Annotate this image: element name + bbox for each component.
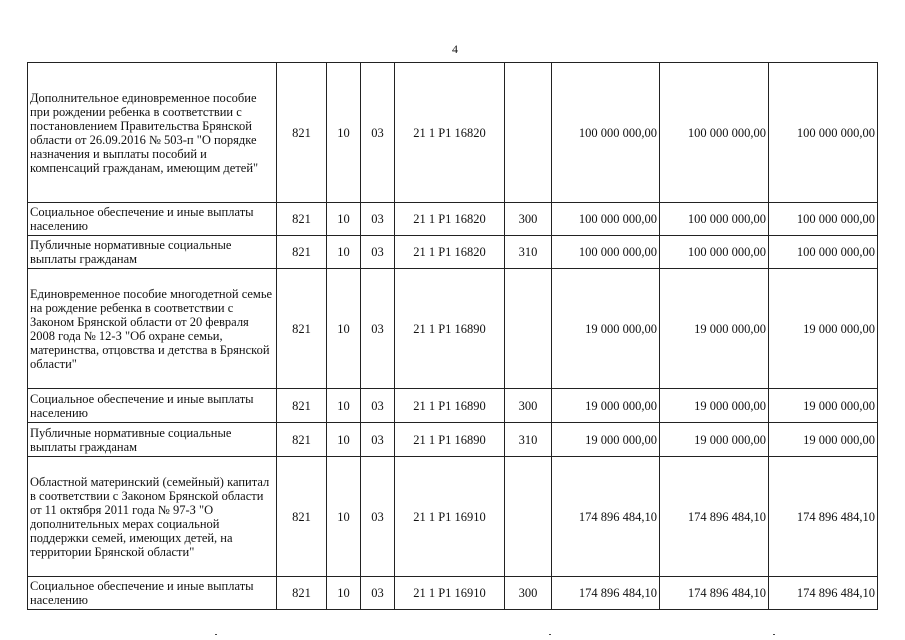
amount-year-1: 174 896 484,10 [552,457,660,577]
amount-year-1: 19 000 000,00 [552,423,660,457]
expense-type-code: 310 [505,236,552,269]
subsection-code: 03 [361,577,395,610]
amount-year-2: 100 000 000,00 [660,63,769,203]
table-row [28,203,878,236]
grbs-code: 821 [277,577,327,610]
target-article-code: 21 1 Р1 16820 [395,236,505,269]
section-code: 10 [327,457,361,577]
scan-speck [215,634,217,635]
page-number: 4 [452,42,458,56]
amount-year-2: 19 000 000,00 [660,269,769,389]
section-code: 10 [327,269,361,389]
target-article-code: 21 1 Р1 16820 [395,63,505,203]
grbs-code: 821 [277,423,327,457]
amount-year-3: 174 896 484,10 [769,577,878,610]
table-row [28,577,878,610]
section-code: 10 [327,236,361,269]
amount-year-3: 100 000 000,00 [769,236,878,269]
scan-speck [549,634,551,635]
expense-type-code: 300 [505,389,552,423]
amount-year-3: 100 000 000,00 [769,63,878,203]
row-description: Социальное обеспечение и иные выплаты населению [28,389,277,423]
amount-year-1: 100 000 000,00 [552,236,660,269]
amount-year-1: 100 000 000,00 [552,63,660,203]
expense-type-code [505,63,552,203]
amount-year-1: 100 000 000,00 [552,203,660,236]
subsection-code: 03 [361,63,395,203]
section-code: 10 [327,63,361,203]
target-article-code: 21 1 Р1 16890 [395,269,505,389]
row-description: Публичные нормативные социальные выплаты гражданам [28,236,277,269]
row-description: Социальное обеспечение и иные выплаты населению [28,577,277,610]
scan-speck [773,634,775,635]
row-description: Социальное обеспечение и иные выплаты населению [28,203,277,236]
subsection-code: 03 [361,203,395,236]
row-description: Областной материнский (семейный) капитал в соответствии с Законом Брянской области от 11 октября 2011 года № 97-З "О дополнительных мерах социальной поддержки семей, имеющих детей, на территории Брянской области" [28,457,277,577]
table-row [28,423,878,457]
table-row [28,457,878,577]
section-code: 10 [327,203,361,236]
amount-year-1: 19 000 000,00 [552,389,660,423]
amount-year-3: 100 000 000,00 [769,203,878,236]
subsection-code: 03 [361,389,395,423]
amount-year-3: 19 000 000,00 [769,423,878,457]
budget-table [27,62,878,610]
expense-type-code [505,269,552,389]
target-article-code: 21 1 Р1 16910 [395,577,505,610]
amount-year-3: 19 000 000,00 [769,389,878,423]
target-article-code: 21 1 Р1 16910 [395,457,505,577]
subsection-code: 03 [361,236,395,269]
table-row [28,236,878,269]
amount-year-2: 100 000 000,00 [660,203,769,236]
amount-year-3: 174 896 484,10 [769,457,878,577]
subsection-code: 03 [361,423,395,457]
grbs-code: 821 [277,389,327,423]
target-article-code: 21 1 Р1 16890 [395,423,505,457]
amount-year-1: 19 000 000,00 [552,269,660,389]
target-article-code: 21 1 Р1 16820 [395,203,505,236]
target-article-code: 21 1 Р1 16890 [395,389,505,423]
grbs-code: 821 [277,457,327,577]
budget-table-body [28,63,878,610]
amount-year-2: 174 896 484,10 [660,577,769,610]
table-row [28,389,878,423]
amount-year-2: 174 896 484,10 [660,457,769,577]
section-code: 10 [327,389,361,423]
table-row [28,63,878,203]
amount-year-2: 19 000 000,00 [660,389,769,423]
amount-year-3: 19 000 000,00 [769,269,878,389]
grbs-code: 821 [277,203,327,236]
expense-type-code: 300 [505,577,552,610]
expense-type-code [505,457,552,577]
grbs-code: 821 [277,236,327,269]
expense-type-code: 310 [505,423,552,457]
amount-year-1: 174 896 484,10 [552,577,660,610]
section-code: 10 [327,423,361,457]
row-description: Единовременное пособие многодетной семье на рождение ребенка в соответствии с Законом Брянской области от 20 февраля 2008 года № 12-З "Об охране семьи, материнства, отцовства и детства в Брянской области" [28,269,277,389]
table-row [28,269,878,389]
section-code: 10 [327,577,361,610]
grbs-code: 821 [277,269,327,389]
subsection-code: 03 [361,457,395,577]
subsection-code: 03 [361,269,395,389]
expense-type-code: 300 [505,203,552,236]
amount-year-2: 100 000 000,00 [660,236,769,269]
row-description: Публичные нормативные социальные выплаты гражданам [28,423,277,457]
grbs-code: 821 [277,63,327,203]
row-description: Дополнительное единовременное пособие при рождении ребенка в соответствии с постановлением Правительства Брянской области от 26.09.2016 № 503-п "О порядке назначения и выплаты пособий и компенсаций гражданам, имеющим детей" [28,63,277,203]
amount-year-2: 19 000 000,00 [660,423,769,457]
